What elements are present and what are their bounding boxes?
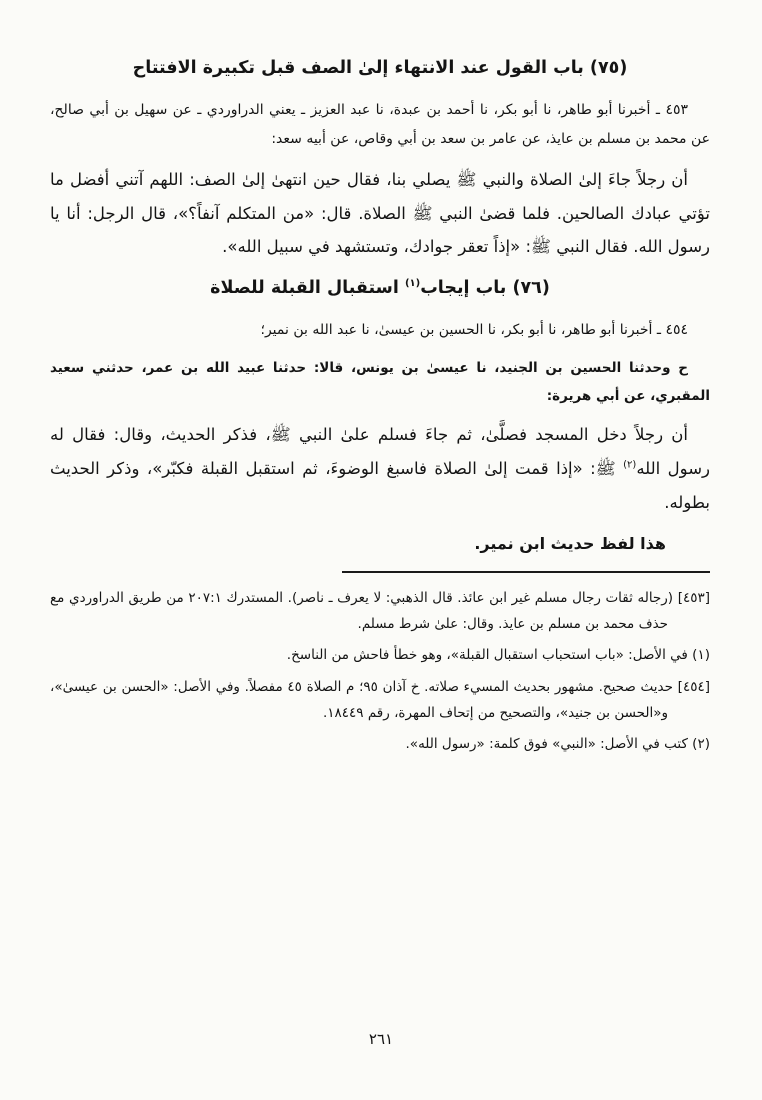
hadith-453-matn: أن رجلاً جاءَ إلىٰ الصلاة والنبي ﷺ يصلي بنا، فقال حين انتهىٰ إلىٰ الصف: اللهم آتني أفضل ما تؤتي عبادك الصالحين. فلما قضىٰ النبي ﷺ الصلاة. قال: «من المتكلم آنفاً؟»، قال الرجل: أنا يا رسول الله. فقال النبي ﷺ: «إذاً تعقر جوادك، وتستشهد في سبيل الله».: [50, 169, 710, 257]
hadith-454-matn-end: ﷺ: «إذا قمت إلىٰ الصلاة فاسبغ الوضوءَ، ثم استقبل القبلة فكبّر»، وذكر الحديث بطوله.: [50, 459, 710, 512]
hadith-453-isnad: ٤٥٣ ـ أخبرنا أبو طاهر، نا أبو بكر، نا أحمد بن عبدة، نا عبد العزيز ـ يعني الدراوردي ـ عن سهيل بن أبي صالح، عن محمد بن مسلم بن عايذ، عن عامر بن سعد بن أبي وقاص، عن أبيه سعد:: [50, 102, 710, 148]
hadith-454-isnad-2: ح وحدثنا الحسين بن الجنيد، نا عيسىٰ بن يونس، قالا: حدثنا عبيد الله بن عمر، حدثني سعيد المقبري، عن أبي هريرة:: [50, 359, 710, 404]
footnote-2: [50, 731, 710, 757]
footnote-2-marker: (٢): [692, 736, 710, 753]
hadith-454-matn-start: أن رجلاً دخل المسجد فصلَّىٰ، ثم جاءَ فسلم علىٰ النبي ﷺ، فذكر الحديث، وقال: فقال له رسول الله: [50, 425, 710, 479]
footnote-1-text: في الأصل: «باب استحباب استقبال القبلة»، وهو خطأ فاحش من الناسخ.: [286, 647, 688, 664]
footnote-1-marker: (١): [692, 647, 710, 664]
footnote-454-marker: [٤٥٤]: [677, 678, 710, 695]
footnote-ref-1: (١): [404, 278, 421, 290]
hadith-454-isnad-1: ٤٥٤ ـ أخبرنا أبو طاهر، نا أبو بكر، نا الحسين بن عيسىٰ، نا عبد الله بن نمير؛: [260, 322, 688, 339]
footnote-454: [50, 674, 710, 727]
footnote-1: [50, 642, 710, 668]
footnote-2-text: كتب في الأصل: «النبي» فوق كلمة: «رسول الله».: [405, 736, 688, 753]
footnote-ref-2: (٢): [623, 459, 637, 471]
chapter-76-heading-text-start: (٧٦) باب إيجاب: [420, 278, 550, 299]
chapter-76-heading: [50, 278, 710, 298]
chapter-75-heading: (٧٥) باب القول عند الانتهاء إلىٰ الصف قبل تكبيرة الافتتاح: [132, 58, 628, 78]
footnote-454-text: حديث صحيح. مشهور بحديث المسيء صلاته. خ آذان ٩٥؛ م الصلاة ٤٥ مفصلاً. وفي الأصل: «الحسن بن عيسىٰ»، و«الحسن بن جنيد»، والتصحيح من إتحاف المهرة، رقم ١٨٤٤٩.: [50, 678, 673, 721]
hadith-454-matn: [50, 418, 710, 519]
footnote-453-text: (رجاله ثقات رجال مسلم غير ابن عائذ. قال الذهبي: لا يعرف ـ ناصر). المستدرك ٢٠٧:١ من طريق الدراوردي مع حذف محمد بن مسلم بن عايذ. وقال: علىٰ شرط مسلم.: [50, 589, 674, 633]
footnote-453: [50, 585, 710, 638]
chapter-76-heading-text-end: استقبال القبلة للصلاة: [210, 278, 405, 299]
page-number: ٢٦١: [368, 1030, 394, 1048]
footnote-separator-rule: [342, 571, 710, 573]
footnote-453-marker: [٤٥٣]: [677, 589, 711, 606]
hadith-454-closing-note: هذا لفظ حديث ابن نمير.: [474, 533, 666, 553]
footnotes-section: [50, 585, 710, 758]
